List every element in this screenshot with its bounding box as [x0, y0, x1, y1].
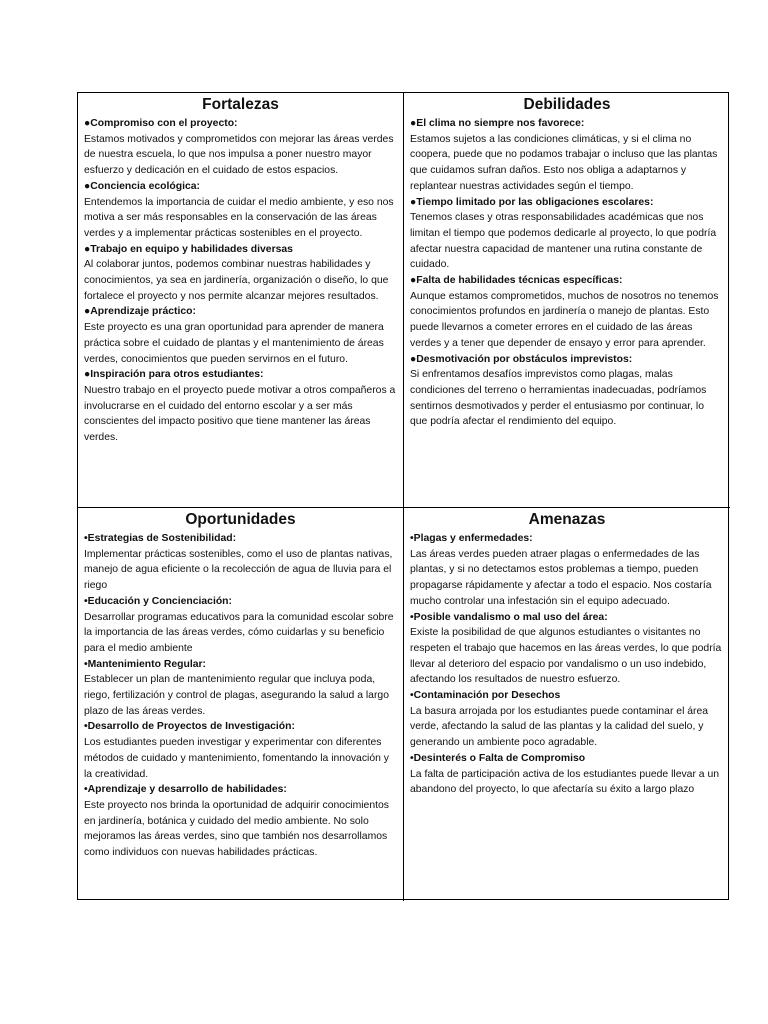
item-body: Establecer un plan de mantenimiento regular que incluya poda, riego, fertilización y control de plagas, asegurando la salud a largo plazo de las áreas verdes.: [84, 674, 389, 717]
item-body: Existe la posibilidad de que algunos estudiantes o visitantes no respeten el trabajo que hacemos en las áreas verdes, lo que podría llevar al deterioro del espacio por vandalismo o un uso indebido, afectando los resultados de nuestro esfuerzo.: [410, 627, 722, 686]
item-heading: •Estrategias de Sostenibilidad:: [84, 533, 237, 544]
item-heading: •Posible vandalismo o mal uso del área:: [410, 611, 608, 623]
quadrant-title: Oportunidades: [185, 511, 296, 528]
item-heading: •Aprendizaje y desarrollo de habilidades:: [84, 784, 287, 796]
item-heading: •Contaminación por Desechos: [410, 690, 561, 702]
item-body: Desarrollar programas educativos para la comunidad escolar sobre la importancia de las áreas verdes, cómo cuidarlas y su beneficio para el medio ambiente: [84, 611, 394, 654]
item-body: Estamos sujetos a las condiciones climáticas, y si el clima no coopera, puede que no podamos trabajar o incluso que las plantas que cuidamos sufran daños. Esto nos obliga a adaptarnos y replantear nuestras actividades según el tiempo.: [410, 133, 718, 192]
debilidades-quadrant: [404, 93, 730, 508]
quadrant-title: Fortalezas: [202, 96, 279, 113]
oportunidades-quadrant: [78, 508, 404, 901]
fortalezas-quadrant: [78, 93, 404, 508]
item-heading: ●Conciencia ecológica:: [84, 180, 200, 192]
item-body: Aunque estamos comprometidos, muchos de nosotros no tenemos conocimientos profundos en jardinería o manejo de plantas. Esto puede llevarnos a cometer errores en el cuidado de las áreas verdes y a tener que depender de ensayo y error para aprender.: [410, 290, 719, 349]
quadrant-title: Amenazas: [528, 511, 606, 528]
item-heading: ●Aprendizaje práctico:: [84, 306, 196, 318]
item-heading: •Educación y Concienciación:: [84, 595, 232, 607]
item-body: Tenemos clases y otras responsabilidades académicas que nos limitan el tiempo que podemos dedicarle al proyecto, lo que podría afectar nuestra capacidad de mantener una rutina constante de cuidado.: [410, 212, 717, 271]
item-body: Este proyecto nos brinda la oportunidad de adquirir conocimientos en jardinería, botánica y cuidado del medio ambiente. No solo mejoramos las áreas verdes, sino que también nos desarrollamos como individuos con nuevas habilidades prácticas.: [84, 799, 389, 859]
swot-table: [77, 92, 729, 900]
item-body: Estamos motivados y comprometidos con mejorar las áreas verdes de nuestra escuela, lo que nos impulsa a poner nuestro mayor esfuerzo y dedicación en el cuidado de estos espacios.: [84, 133, 394, 177]
item-body: La basura arrojada por los estudiantes puede contaminar el área verde, afectando la salud de las plantas y la calidad del suelo, y generando un ambiente poco agradable.: [410, 705, 709, 749]
item-heading: •Plagas y enfermedades:: [410, 533, 533, 544]
item-body: Los estudiantes pueden investigar y experimentar con diferentes métodos de cuidado y mantenimiento, fomentando la innovación y la creatividad.: [84, 737, 389, 780]
item-body: Nuestro trabajo en el proyecto puede motivar a otros compañeros a involucrarse en el cuidado del entorno escolar y a ser más conscientes del impacto positivo que tiene mantener las áreas verdes.: [84, 384, 396, 444]
item-body: Este proyecto es una gran oportunidad para aprender de manera práctica sobre el cuidado de plantas y el mantenimiento de áreas verdes, conocimientos que pueden servirnos en el futuro.: [84, 322, 384, 365]
quadrant-title: Debilidades: [523, 96, 611, 113]
item-heading: •Mantenimiento Regular:: [84, 658, 206, 670]
item-body: Si enfrentamos desafíos imprevistos como plagas, malas condiciones del terreno o herramientas inadecuadas, podríamos sentirnos desmotivados y perder el entusiasmo por continuar, lo que podría afectar el rendimiento del equipo.: [410, 369, 707, 428]
item-heading: ●Tiempo limitado por las obligaciones escolares:: [410, 196, 654, 208]
item-heading: ●Trabajo en equipo y habilidades diversas: [84, 243, 293, 255]
item-heading: ●El clima no siempre nos favorece:: [410, 118, 585, 129]
item-heading: •Desinterés o Falta de Compromiso: [410, 752, 586, 764]
item-heading: ●Falta de habilidades técnicas específicas:: [410, 275, 623, 287]
item-heading: ●Compromiso con el proyecto:: [84, 118, 238, 129]
item-body: Entendemos la importancia de cuidar el medio ambiente, y eso nos motiva a ser más responsables en la conservación de las áreas verdes y a implementar prácticas sostenibles en el proyecto.: [84, 196, 394, 239]
item-body: Las áreas verdes pueden atraer plagas o enfermedades de las plantas, y si no detectamos estos problemas a tiempo, pueden propagarse rápidamente y afectar a todo el espacio. Nos costaría mucho controlar una infestación sin el equipo adecuado.: [410, 548, 712, 607]
item-body: Implementar prácticas sostenibles, como el uso de plantas nativas, manejo de agua eficiente o la recolección de agua de lluvia para el riego: [84, 548, 393, 592]
amenazas-quadrant: [404, 508, 730, 901]
item-body: Al colaborar juntos, podemos combinar nuestras habilidades y conocimientos, ya sea en jardinería, organización o diseño, lo que fortalece el proyecto y nos permite alcanzar mejores resultados.: [84, 259, 389, 302]
item-heading: ●Desmotivación por obstáculos imprevistos:: [410, 353, 633, 365]
item-heading: ●Inspiración para otros estudiantes:: [84, 369, 264, 381]
item-heading: •Desarrollo de Proyectos de Investigación:: [84, 721, 295, 733]
item-body: La falta de participación activa de los estudiantes puede llevar a un abandono del proyecto, lo que afectaría su éxito a largo plazo: [410, 768, 720, 796]
